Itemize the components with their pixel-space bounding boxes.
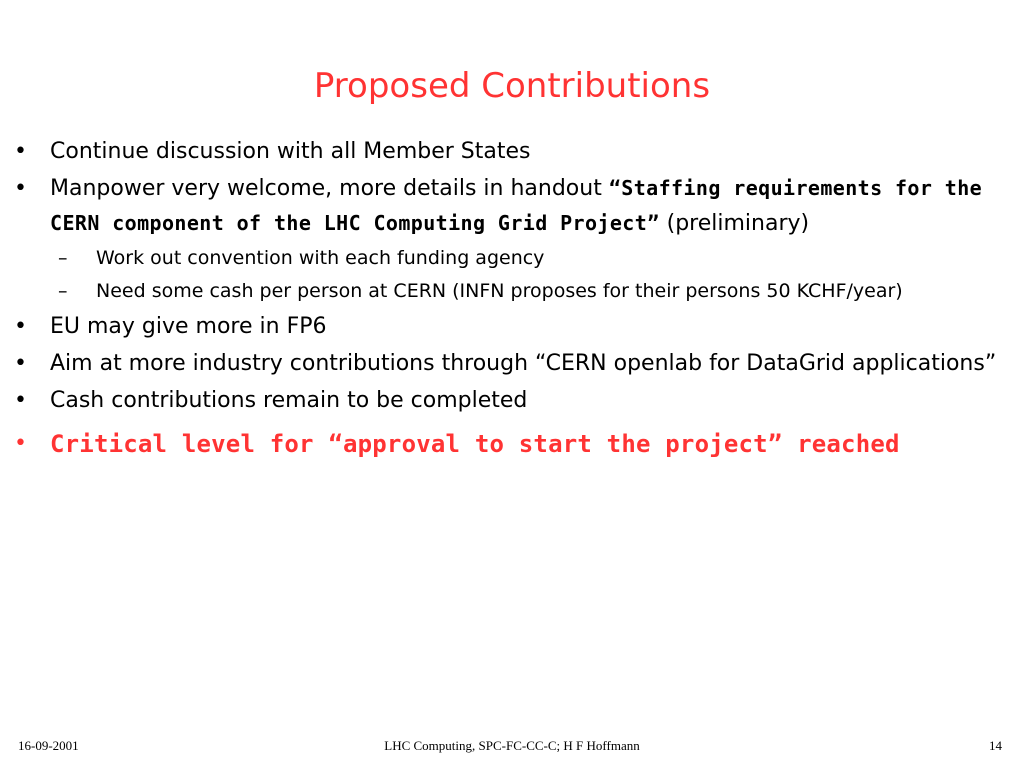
- bullet-text: Aim at more industry contributions through “CERN openlab for DataGrid applications”: [50, 351, 997, 376]
- sub-bullet-text: Need some cash per person at CERN (INFN proposes for their persons 50 KCHF/year): [96, 280, 903, 302]
- bullet-marker: •: [14, 139, 27, 164]
- critical-bullet-text: Critical level for “approval to start the project” reached: [50, 430, 900, 458]
- bullet-marker: •: [14, 314, 27, 339]
- bullet-item: [14, 346, 1014, 381]
- sub-bullet-item: [14, 243, 1014, 273]
- critical-bullet-item: [14, 424, 1014, 464]
- bullet-marker: •: [14, 388, 27, 413]
- slide-title: Proposed Contributions: [313, 66, 711, 106]
- sub-bullet-item: [14, 276, 1014, 306]
- bullet-item: [14, 383, 1014, 418]
- bullet-text: Cash contributions remain to be completed: [50, 388, 528, 413]
- sub-bullet-text: Work out convention with each funding agency: [96, 247, 545, 269]
- bullet-text: Manpower very welcome, more details in handout: [50, 176, 609, 201]
- bullet-item: [14, 171, 1014, 241]
- slide-number: 14: [989, 738, 1002, 753]
- bullet-marker: •: [14, 351, 27, 376]
- footer-date: 16-09-2001: [18, 738, 79, 753]
- bullet-text: EU may give more in FP6: [50, 314, 327, 339]
- bullet-item: [14, 309, 1014, 344]
- handout-title: “Staffing requirements for the CERN component of the LHC Computing Grid Project”: [50, 176, 983, 235]
- bullet-item: [14, 134, 1014, 169]
- bullet-text-suffix: (preliminary): [659, 211, 810, 236]
- bullet-marker: •: [14, 176, 27, 201]
- bullet-list: [14, 134, 1014, 466]
- footer-center-text: LHC Computing, SPC-FC-CC-C; H F Hoffmann: [384, 738, 640, 753]
- sub-bullet-marker: –: [58, 247, 68, 269]
- sub-bullet-marker: –: [58, 280, 68, 302]
- bullet-marker: •: [14, 431, 28, 456]
- bullet-text: Continue discussion with all Member States: [50, 139, 531, 164]
